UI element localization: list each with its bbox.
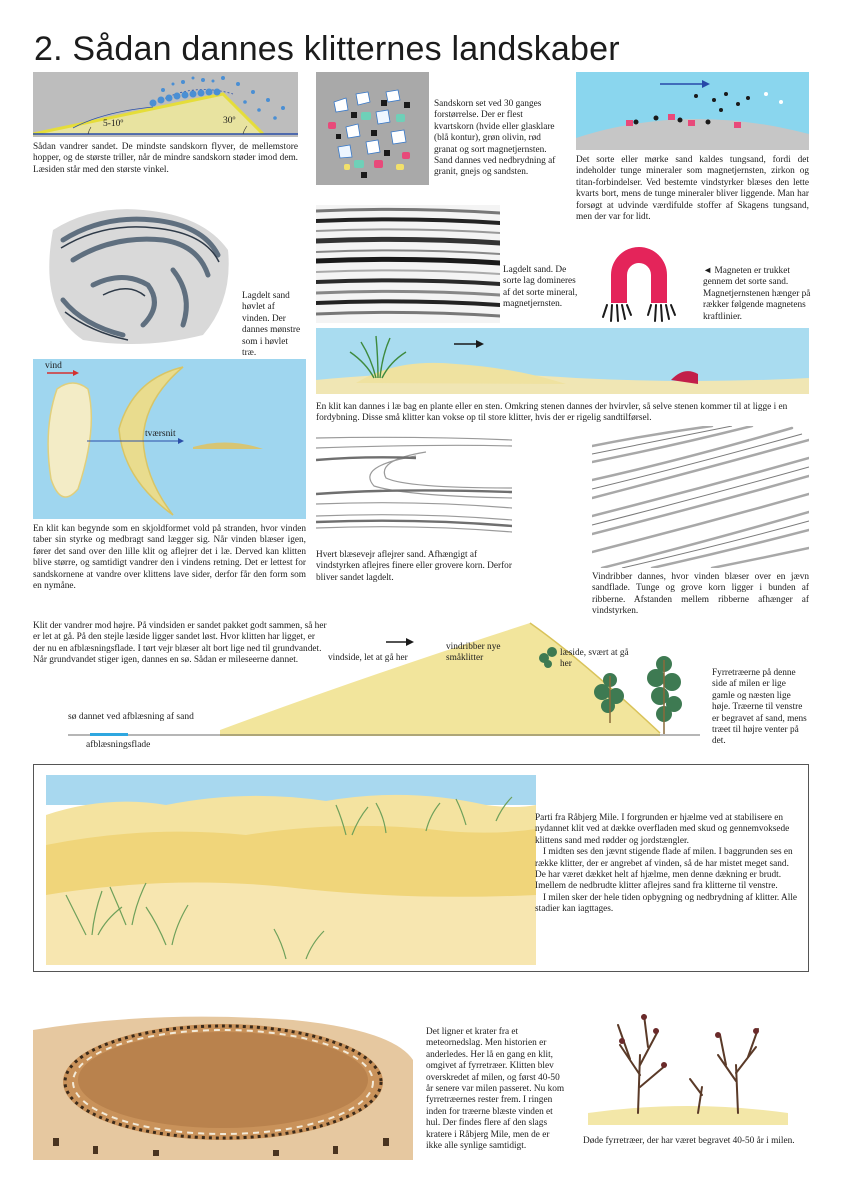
- layered-sand-image: [316, 205, 500, 323]
- dead-pines-image: [588, 995, 788, 1125]
- angle-steep-label: 30º: [223, 116, 236, 126]
- parabolic-dune-caption: En klit kan begynde som en skjoldformet vold på stranden, hvor vinden taber sin styrke og medbragt sand lægger sig. Når vinden blæser igen, fører det sand over den lille klit og aflejrer det i læ. Derved kan klitten blive større, og samtidigt vandrer den i vindens retning. Det er lettest for sandskornene at vandre over klittens lave sider, derfor får den form som en nymåne.: [33, 524, 306, 592]
- crater-caption: Det ligner et krater fra et meteornedslag. Men historien er anderledes. Her lå en gang en klit, omgivet af fyrretræer. Klitten blev overskredet af milen, og først 40-50 år senere var milen passeret. Nu kom fyrretræernes rester frem. I ringen inden for træerne blæste vinden et hul. Der findes flere af den slags kratere i Råbjerg Mile, men de er ikke alle synlige samtidigt.: [426, 1027, 565, 1152]
- cross-section-label: tværsnit: [145, 429, 176, 439]
- dead-pines-caption: Døde fyrretræer, der har været begravet 40-50 år i milen.: [583, 1136, 795, 1146]
- windward-label: vindside, let at gå her: [328, 653, 408, 663]
- wind-gust-layers-image: [316, 430, 512, 542]
- heavy-sand-caption: Det sorte eller mørke sand kaldes tungsand, fordi det indeholder tunge mineraler som magnetjernsten, zirkon og titan-forbindelser. Ved bestemte vindstyrker blæses den lette kvarts bort, mens de tunge mineraler bliver liggende. Man har forsøgt at udvinde værdifulde stoffer af Skagens tungsand, men der var for lidt.: [576, 155, 809, 223]
- rabjerg-mile-text: [535, 813, 801, 916]
- planed-layers-image: [33, 200, 238, 350]
- angle-gentle-label: 5-10º: [103, 119, 124, 129]
- wind-ripples-image: [592, 426, 809, 568]
- layered-sand-caption: Lagdelt sand. De sorte lag domineres af det sorte mineral, magnetjernsten.: [503, 265, 578, 310]
- sand-grains-caption: Sandskorn set ved 30 ganges forstørrelse. Der er flest kvartskorn (hvide eller glasklare (blå kontur), grøn olivin, rød granat og sort magnetjernsten. Sand dannes ved nedbrydning af granit, gnejs og sandsten.: [434, 99, 556, 178]
- saltation-diagram: [33, 72, 298, 137]
- saltation-caption: Sådan vandrer sandet. De mindste sandskorn flyver, de mellemstore hopper, og de største triller, når de mindre sandskorn støder imod dem. Læsiden står med den største vinkel.: [33, 142, 298, 175]
- pine-trees-caption: Fyrretræerne på denne side af milen er lige gamle og næsten lige høje. Træerne til venstre er begravet af sand, mens træet til højre venter på det.: [712, 668, 807, 747]
- planed-layers-caption: Lagdelt sand høvlet af vinden. Der dannes mønstre som i høvlet træ.: [242, 291, 301, 359]
- rabjerg-paragraph-1: Parti fra Råbjerg Mile. I forgrunden er hjælme ved at stabilisere en nydannet klit ved at dække overfladen med skud og gennemvoksede klittens sand med rødder og jordstængler.: [535, 813, 790, 846]
- crater-image: [33, 1000, 413, 1160]
- lee-side-label: læside, svært at gå her: [560, 648, 629, 670]
- rabjerg-mile-panel: [33, 764, 809, 972]
- wind-label: vind: [45, 361, 62, 371]
- lake-label: sø dannet ved afblæsning af sand: [68, 712, 194, 722]
- parabolic-dune-diagram: [33, 359, 306, 519]
- migrating-dune-caption: Klit der vandrer mod højre. På vindsiden er sandet pakket godt sammen, så her er let at gå. På den stejle læside ligger sandet løst. Hvor klitten har ligget, er der nu en afblæsningsflade. I tørt vejr blæser alt bort lige ned til grundvandet. Når grundvandet stiger igen, dannes en sø. Sådan er mileseerne dannet.: [33, 621, 327, 666]
- sand-grains-image: [316, 72, 429, 185]
- migrating-dune-diagram: [60, 618, 700, 750]
- magnet-image: [593, 243, 685, 327]
- wind-ripples-caption: Vindribber dannes, hvor vinden blæser over en jævn sandflade. Tunge og grove korn ligger i bunden af ribberne. Afstanden mellem ribberne afhænger af vindstyrken.: [592, 572, 809, 617]
- deflation-label: afblæsningsflade: [86, 740, 151, 750]
- lee-dune-diagram: [316, 328, 809, 394]
- heavy-sand-diagram: [576, 72, 809, 150]
- rabjerg-paragraph-3: I milen sker der hele tiden opbygning og nedbrydning af klitter. Alle stadier kan iagttages.: [535, 892, 798, 915]
- ripples-label: vindribber nye småklitter: [446, 642, 501, 664]
- magnet-caption: ◄ Magneten er trukket gennem det sorte sand. Magnetjernstenen hænger på rækker følgende magnetens kraftlinier.: [703, 266, 811, 322]
- lee-dune-caption: En klit kan dannes i læ bag en plante eller en sten. Omkring stenen dannes der hvirvler, så selve stenen kommer til at ligge i en fordybning. Disse små klitter kan vokse op til store klitter, hvis der er rigelig sandtilførsel.: [316, 402, 788, 424]
- wind-gust-layers-caption: Hvert blæsevejr aflejrer sand. Afhængigt af vindstyrken aflejres finere eller grovere korn. Derfor bliver sandet lagdelt.: [316, 550, 512, 583]
- page-title: 2. Sådan dannes klitternes landskaber: [34, 30, 620, 68]
- rabjerg-paragraph-2: I midten ses den jævnt stigende flade af milen. I baggrunden ses en række klitter, der er angrebet af vinden, så de har mistet meget sand. De har været dækket helt af hjælme, men denne dækning er brudt. Imellem de nedbrudte klitter aflejres sand fra klitterne til venstre.: [535, 847, 793, 892]
